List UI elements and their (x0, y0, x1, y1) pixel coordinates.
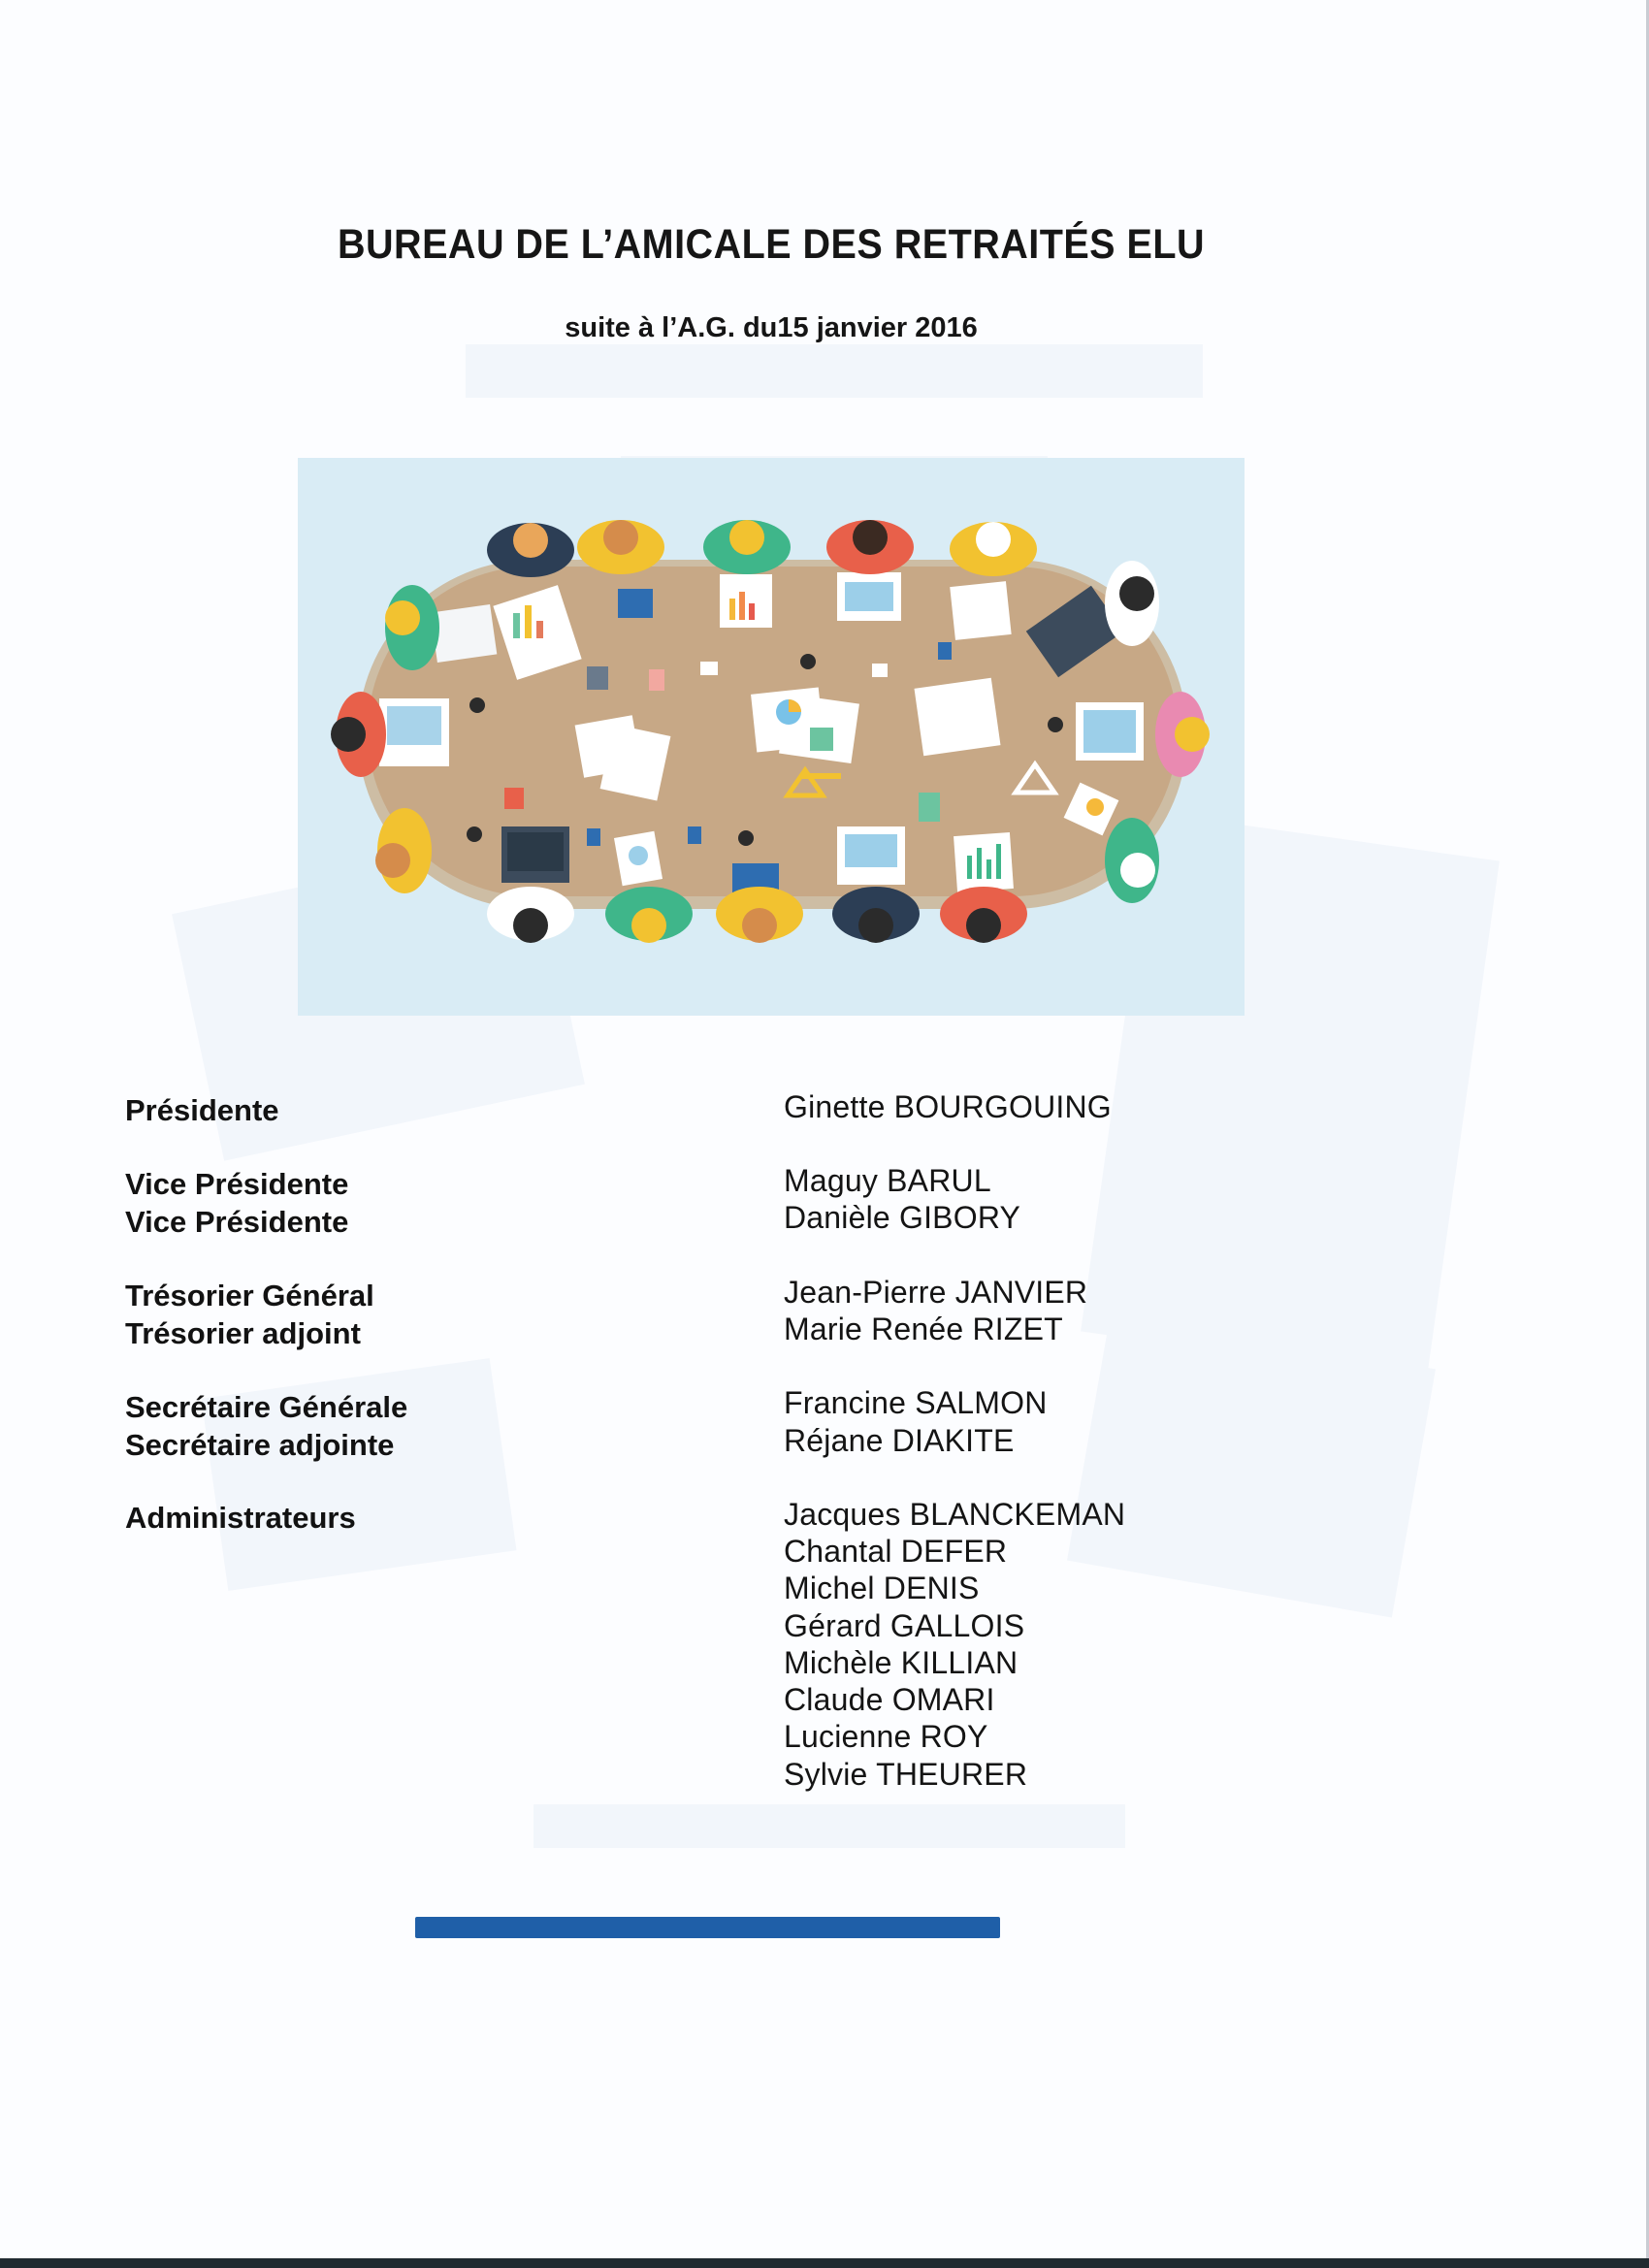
role-secretaire-generale: Secrétaire Générale (125, 1390, 408, 1424)
member-name: Maguy BARUL (784, 1163, 991, 1198)
member-name: Réjane DIAKITE (784, 1423, 1015, 1458)
person (331, 692, 386, 777)
person (826, 520, 914, 574)
role-vice-presidente: Vice Présidente (125, 1205, 349, 1239)
passport (504, 788, 524, 809)
person (1155, 692, 1210, 777)
member-name: Francine SALMON (784, 1385, 1048, 1420)
sticky-note (872, 664, 888, 677)
person (1105, 561, 1159, 646)
chart-bar (536, 621, 543, 638)
paper (431, 604, 498, 663)
chart-bar (513, 613, 520, 638)
laptop-right-screen (1083, 710, 1136, 753)
member-name: Michel DENIS (784, 1571, 980, 1605)
laptop-left-screen (387, 706, 441, 745)
person (385, 585, 439, 670)
page-title: BUREAU DE L’AMICALE DES RETRAITÉS ELU (337, 221, 1205, 268)
member-name: Jean-Pierre JANVIER (784, 1275, 1088, 1310)
person (577, 520, 664, 574)
chart-bar (996, 844, 1001, 879)
member-name: Marie Renée RIZET (784, 1312, 1063, 1346)
role-secretaire-adjointe: Secrétaire adjointe (125, 1428, 395, 1462)
role-vice-presidente: Vice Présidente (125, 1167, 349, 1201)
member-name: Ginette BOURGOUING (784, 1089, 1112, 1124)
meeting-table-illustration (298, 458, 1245, 1016)
role-presidente: Présidente (125, 1093, 279, 1127)
laptop-dark-2-screen (507, 832, 564, 871)
role-administrateurs: Administrateurs (125, 1501, 356, 1535)
chart-bar (977, 848, 982, 879)
notebook (919, 793, 940, 822)
person (487, 887, 574, 943)
person (703, 520, 791, 574)
person (487, 523, 574, 577)
ghost-band-bottom (534, 1804, 1125, 1848)
phone (649, 669, 664, 691)
member-name: Danièle GIBORY (784, 1200, 1021, 1235)
page-subtitle: suite à l’A.G. du15 janvier 2016 (565, 312, 978, 343)
cup (738, 830, 754, 846)
cup (469, 697, 485, 713)
member-name: Jacques BLANCKEMAN (784, 1497, 1126, 1532)
person (605, 887, 693, 943)
cup (800, 654, 816, 669)
chart-bar (525, 605, 532, 638)
laptop-screen (845, 834, 897, 867)
laptop-screen (845, 582, 893, 611)
member-name: Chantal DEFER (784, 1534, 1008, 1569)
person (940, 887, 1027, 943)
pie-chart (1086, 798, 1104, 816)
chart-sheet (954, 832, 1014, 892)
pie-chart (629, 846, 648, 865)
role-tresorier-adjoint: Trésorier adjoint (125, 1316, 361, 1350)
ghost-band-top (466, 344, 1203, 398)
person (1105, 818, 1159, 903)
cup (1048, 717, 1063, 732)
chart-bar (967, 856, 972, 879)
tablet (618, 589, 653, 618)
phone (688, 826, 701, 844)
member-name: Gérard GALLOIS (784, 1608, 1025, 1643)
scanner-bottom-edge (0, 2258, 1649, 2268)
paper (720, 574, 772, 628)
cup (467, 826, 482, 842)
member-name: Lucienne ROY (784, 1719, 988, 1754)
chart-block (810, 728, 833, 751)
member-name: Sylvie THEURER (784, 1757, 1028, 1792)
member-name: Michèle KILLIAN (784, 1645, 1018, 1680)
paper (915, 678, 1001, 756)
chart-bar (986, 859, 991, 879)
chart-bar (749, 603, 755, 620)
role-tresorier-general: Trésorier Général (125, 1279, 374, 1312)
ghost-shape-bottom-right (1067, 1312, 1436, 1617)
person (716, 887, 803, 943)
meeting-illustration-svg (298, 458, 1245, 1016)
person (832, 887, 920, 943)
sticky-note (700, 662, 718, 675)
paper (950, 581, 1011, 640)
chart-bar (739, 592, 745, 620)
notebook (587, 666, 608, 690)
phone (587, 828, 600, 846)
chart-bar (729, 599, 735, 620)
person (950, 522, 1037, 576)
blue-divider-bar (415, 1917, 1000, 1938)
phone (938, 642, 952, 660)
member-name: Claude OMARI (784, 1682, 995, 1717)
